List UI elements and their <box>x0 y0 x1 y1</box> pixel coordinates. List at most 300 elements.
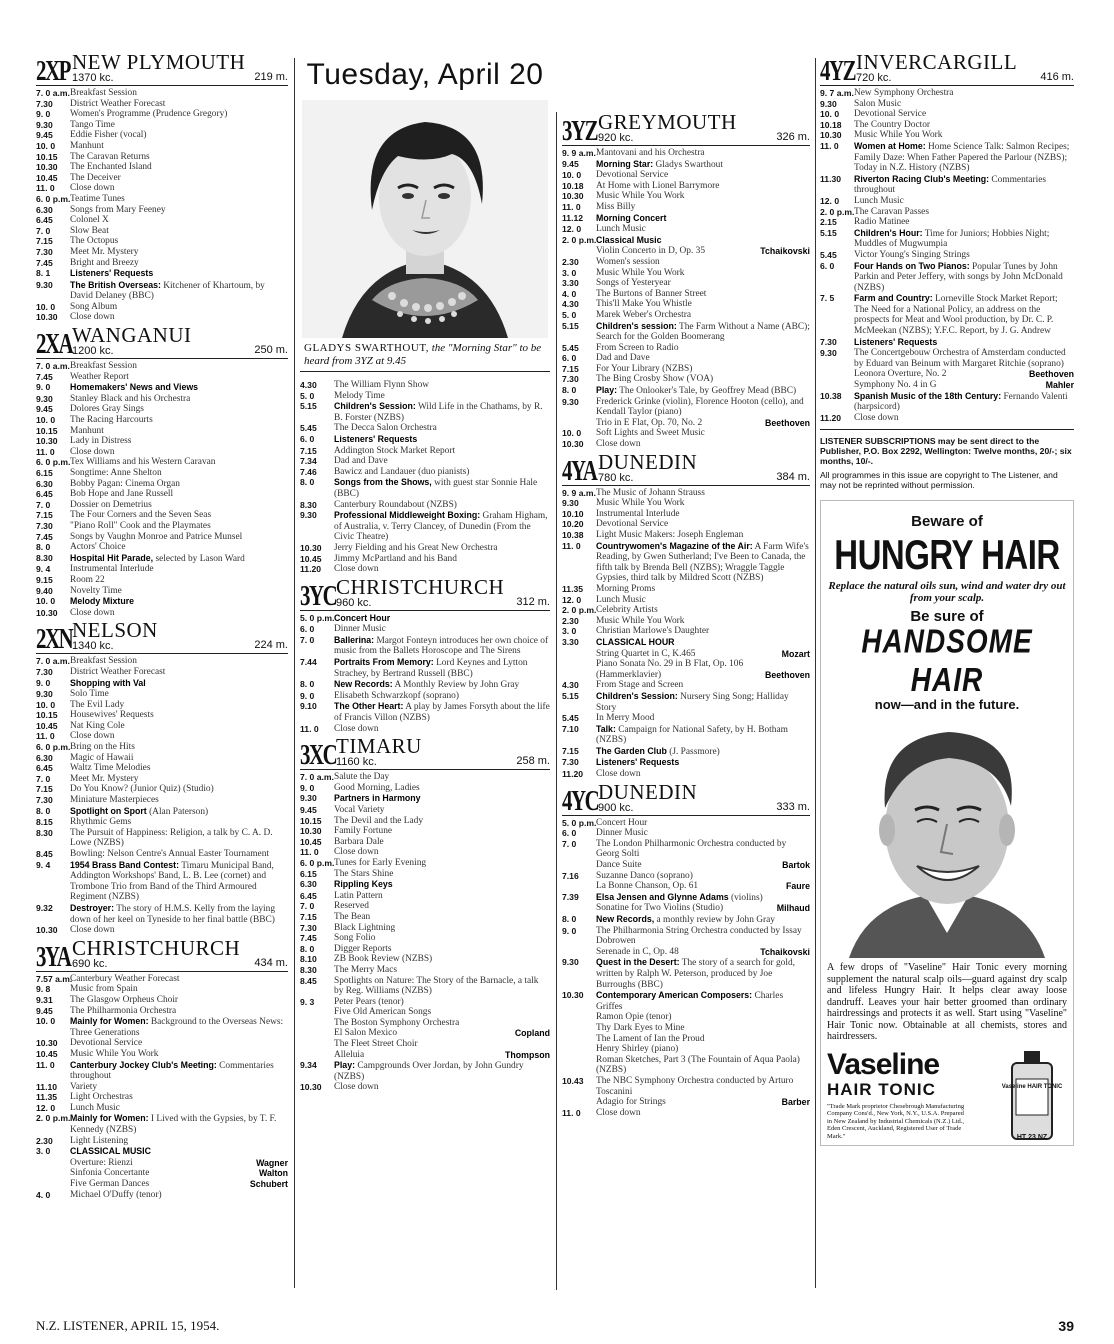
program-highlight: CLASSICAL MUSIC <box>70 1146 151 1157</box>
program-title: Thy Dark Eyes to Mine <box>596 1022 685 1033</box>
program-time: 7.15 <box>300 445 317 456</box>
program-title: Close down <box>596 1107 641 1118</box>
program-list <box>36 656 288 935</box>
program-list <box>562 818 810 1119</box>
program-time: 12. 0 <box>562 594 582 605</box>
program-time: 9.32 <box>36 902 53 913</box>
program-title: Destroyer: The story of H.M.S. Kelly from the laying down of her keel on Tyneside to her final battle (BBC) <box>70 902 276 925</box>
program-title: The Concertgebouw Orchestra of Amsterdam conducted by Eduard van Beinum with Margaret Ritchie (soprano) <box>854 348 1066 369</box>
program-title: Music While You Work <box>854 130 943 141</box>
program-title: Close down <box>334 564 379 575</box>
tonic-bottle-icon <box>1004 1049 1060 1141</box>
program-title: Close down <box>854 412 899 423</box>
program-title: Eddie Fisher (vocal) <box>70 130 147 141</box>
program-time: 7.45 <box>36 257 53 268</box>
program-title: Soft Lights and Sweet Music <box>596 428 705 439</box>
notice-copyright: All programmes in this issue are copyright to The Listener, and may not be reprinted without permission. <box>820 470 1058 491</box>
program-time: 7. 0 <box>300 901 315 912</box>
program-title: Leonora Overture, No. 2 Beethoven <box>854 369 1074 380</box>
program-time: 7.30 <box>36 795 53 806</box>
program-title: Frederick Grinke (violin), Florence Hooton (cello), and Kendall Taylor (piano) <box>596 396 804 418</box>
column-rule <box>815 58 816 1288</box>
program-title: The Caravan Passes <box>854 206 929 217</box>
program-time: 7. 0 a.m. <box>300 772 334 783</box>
program-title: Dinner Music <box>596 828 648 839</box>
program-title: Bright and Breezy <box>70 257 139 268</box>
program-list <box>300 772 550 1093</box>
program-time: 9.45 <box>300 805 317 815</box>
program-highlight: Children's Session: <box>334 401 416 412</box>
program-time: 5.45 <box>820 249 837 260</box>
program-title: The Caravan Returns <box>70 151 150 162</box>
ad-hair-tonic: HAIR TONIC <box>827 1079 936 1099</box>
program-title <box>70 268 288 280</box>
station-wavelength: 312 m. <box>516 595 550 608</box>
program-time: 9.30 <box>36 119 53 130</box>
program-time: 6.30 <box>36 204 53 215</box>
program-time: 9.30 <box>36 393 53 404</box>
column-2-listings <box>300 380 550 1093</box>
station-frequency: 920 kc. <box>598 132 634 144</box>
program-title: Miss Billy <box>596 201 636 212</box>
program-time: 7.30 <box>300 922 317 933</box>
program-title: Dad and Dave <box>334 456 388 467</box>
program-time: 11. 0 <box>36 183 55 194</box>
program-time: 9.30 <box>562 396 579 407</box>
program-title: The Enchanted Island <box>70 162 152 173</box>
vaseline-advertisement <box>820 500 1074 1146</box>
program-time: 8.30 <box>36 827 53 838</box>
program-time: 10.15 <box>36 425 58 436</box>
program-title: Tex Williams and his Western Caravan <box>70 457 216 468</box>
program-time: 9.10 <box>300 701 317 712</box>
program-highlight: Destroyer: <box>70 902 115 913</box>
program-title: Five Old American Songs <box>334 1007 432 1018</box>
program-title: Digger Reports <box>334 943 392 954</box>
program-time: 6. 0 <box>300 433 315 444</box>
caption-text: the "Morning Star" to be heard from 3YZ at 9.45 <box>304 342 542 367</box>
program-title: Play: Campgrounds Over Jordan, by John Gundry (NZBS) <box>334 1060 524 1082</box>
program-time <box>300 1039 334 1050</box>
program-title: Music While You Work <box>596 191 685 202</box>
program-highlight: Ballerina: <box>334 634 375 645</box>
program-title: The Evil Lady <box>70 699 125 710</box>
program-time: 9.45 <box>36 130 53 141</box>
station-call-sign: 3YZ <box>562 115 598 147</box>
program-highlight: Partners in Harmony <box>334 793 421 804</box>
program-time: 6. 0 <box>562 828 577 839</box>
program-time: 4.30 <box>562 299 579 310</box>
program-title: Barbara Dale <box>334 836 384 847</box>
program-title: Close down <box>70 446 115 457</box>
program-highlight: Children's Session: <box>596 690 678 701</box>
program-title: Celebrity Artists <box>596 605 658 616</box>
program-title: The William Flynn Show <box>334 380 430 390</box>
program-title: Good Morning, Ladies <box>334 782 420 793</box>
program-time: 9. 0 <box>36 677 51 688</box>
program-highlight: Spanish Music of the 18th Century: <box>854 390 1002 401</box>
program-time: 10.15 <box>36 710 58 721</box>
station-block <box>300 736 550 1093</box>
program-title <box>70 596 288 608</box>
program-title: Rhythmic Gems <box>70 817 132 828</box>
program-title: Children's Session: Wild Life in the Chathams, by R. B. Forster (NZBS) <box>334 401 543 423</box>
program-time: 8.15 <box>36 817 53 828</box>
station-call-sign: 3XC <box>300 739 337 772</box>
program-time: 10.30 <box>36 312 58 323</box>
notice-subscriptions: LISTENER SUBSCRIPTIONS may be sent direct to the Publisher, P.O. Box 2292, Wellington: Twelve months, 20/-; six months, 10/-. <box>820 436 1072 467</box>
program-time: 7. 0 <box>36 773 51 784</box>
program-time: 11. 0 <box>820 140 839 151</box>
photo-caption <box>300 338 550 372</box>
page-footer <box>36 1318 1074 1334</box>
program-title: Songs from Mary Feeney <box>70 204 166 215</box>
station-name: GREYMOUTH <box>598 110 737 134</box>
program-title: Meet Mr. Mystery <box>70 773 139 784</box>
program-time: 8.30 <box>300 964 317 975</box>
program-title: Radio Matinee <box>854 217 910 228</box>
program-title: Close down <box>334 1082 379 1093</box>
composer: Tchaikovski <box>760 946 810 957</box>
station-name: CHRISTCHURCH <box>336 574 505 599</box>
program-highlight: Play: <box>334 1060 356 1071</box>
program-title: Magic of Hawaii <box>70 752 134 763</box>
program-title: Quest in the Desert: The story of a search for gold, written by Ralph W. Peterson, produced by Joe Burroughs (BBC) <box>596 957 796 990</box>
program-title: Close down <box>70 183 115 194</box>
station-frequency: 1340 kc. <box>72 640 114 653</box>
station-name: CHRISTCHURCH <box>72 935 241 960</box>
program-title: Instrumental Interlude <box>596 508 680 519</box>
program-highlight: Countrywomen's Magazine of the Air: <box>596 540 753 551</box>
station-name-group <box>72 620 158 652</box>
program-title: La Bonne Chanson, Op. 61 Faure <box>596 881 810 892</box>
program-title: Children's Hour: Time for Juniors; Hobbies Night; Muddles of Mugwumpia <box>854 227 1050 250</box>
program-title: Adagio for Strings Barber <box>596 1097 810 1108</box>
program-title: Salute the Day <box>334 772 390 783</box>
program-time: 10.38 <box>562 530 584 540</box>
program-time: 10. 0 <box>820 109 840 120</box>
program-title: Bring on the Hits <box>70 742 135 753</box>
program-title: Trio in E Flat, Op. 70, No. 2 Beethoven <box>596 417 810 428</box>
program-title: Suzanne Danco (soprano) <box>596 870 693 881</box>
program-time: 9.15 <box>36 574 53 585</box>
program-time: 3.30 <box>562 278 579 289</box>
program-title: Bawicz and Landauer (duo pianists) <box>334 466 470 477</box>
program-highlight: Classical Music <box>596 234 662 245</box>
program-time: 6.15 <box>36 468 53 478</box>
program-time: 8.30 <box>36 552 53 563</box>
program-time: 7.45 <box>36 531 53 542</box>
program-time: 6. 0 p.m. <box>300 857 335 868</box>
program-title <box>334 793 550 805</box>
station-name: DUNEDIN <box>598 449 698 474</box>
program-title: Devotional Service <box>596 519 669 530</box>
program-title: Bob Hope and Jane Russell <box>70 489 174 500</box>
program-time: 9. 4 <box>36 859 51 870</box>
program-title: Music While You Work <box>596 498 685 509</box>
program-title: Countrywomen's Magazine of the Air: A Farm Wife's Reading, by Gwen Sutherland; I've Been to Canada, the fifth talk by Brenda Bell (NZBS); Wraggle Taggle Gypsies, third talk by Mildred Scott (NZBS) <box>596 540 809 584</box>
ad-code: HT 23 NZ <box>1016 1133 1048 1141</box>
program-title: The Decca Salon Orchestra <box>334 423 437 434</box>
program-title: Slow Beat <box>70 225 109 236</box>
program-title: Close down <box>70 731 115 742</box>
program-title: Dolores Gray Sings <box>70 404 144 415</box>
ad-be-sure: Be sure of <box>910 608 984 626</box>
program-time <box>562 659 596 680</box>
program-time: 7.30 <box>562 374 579 385</box>
program-time: 9.45 <box>36 404 53 415</box>
program-title: Talk: Campaign for National Safety, by H. Botham (NZBS) <box>596 723 788 746</box>
composer: Wagner <box>256 1157 288 1168</box>
program-time: 10. 0 <box>36 301 56 312</box>
program-time: 7.15 <box>36 510 53 521</box>
station-block <box>36 620 288 935</box>
program-title: The Lament of Ian the Proud <box>596 1033 705 1044</box>
program-time: 10.30 <box>36 162 58 173</box>
program-highlight: Listeners' Requests <box>854 336 938 347</box>
program-title: Lunch Music <box>70 1102 120 1113</box>
program-time: 7.15 <box>562 745 579 756</box>
station-header <box>300 574 550 612</box>
program-time: 11. 0 <box>562 1107 581 1118</box>
program-time: 11.20 <box>300 564 322 575</box>
composer: Copland <box>514 1028 550 1039</box>
program-time: 9.30 <box>300 793 317 804</box>
program-time: 2. 0 p.m. <box>562 234 597 245</box>
program-time: 7.30 <box>36 98 53 109</box>
program-time <box>562 1055 596 1076</box>
program-title: Tunes for Early Evening <box>334 857 427 868</box>
program-time: 7.34 <box>300 456 317 467</box>
program-time: 11. 0 <box>562 201 581 212</box>
program-time: 9.30 <box>562 498 579 509</box>
program-title: New Symphony Orchestra <box>854 88 954 98</box>
program-title <box>70 1146 288 1158</box>
station-call-sign: 4YA <box>562 454 597 487</box>
program-time: 5.45 <box>562 713 579 724</box>
program-title: Overture: Rienzi Wagner <box>70 1157 288 1168</box>
program-title: Music While You Work <box>596 267 685 278</box>
program-time: 6. 0 <box>562 353 577 364</box>
program-time: 10.43 <box>562 1075 584 1086</box>
composer: Beethoven <box>1029 369 1074 380</box>
program-highlight: Spotlight on Sport <box>70 805 147 816</box>
program-time: 8. 0 <box>36 542 51 553</box>
station-header <box>562 779 810 817</box>
station-name-group <box>598 449 698 484</box>
program-title: Waltz Time Melodies <box>70 763 151 774</box>
program-time: 11.10 <box>36 1081 58 1092</box>
program-highlight: Hospital Hit Parade, <box>70 552 154 563</box>
program-title: Serenade in C, Op. 48 Tchaikovski <box>596 946 810 957</box>
program-list <box>36 361 288 618</box>
column-4 <box>820 52 1074 1146</box>
program-time: 11.12 <box>562 212 584 223</box>
program-time: 11.20 <box>562 769 584 780</box>
program-time: 5.45 <box>300 423 317 434</box>
program-title: The Stars Shine <box>334 868 394 879</box>
program-highlight: Morning Star: <box>596 158 654 169</box>
station-name: NELSON <box>72 618 158 643</box>
program-list <box>300 613 550 735</box>
station-wavelength: 224 m. <box>254 639 288 652</box>
program-time: 5. 0 <box>562 309 577 320</box>
program-title: Canterbury Jockey Club's Meeting: Commentaries throughout <box>70 1059 274 1082</box>
program-title: Lunch Music <box>596 594 646 605</box>
program-time: 2.30 <box>562 256 579 267</box>
program-time: 9.30 <box>820 348 837 359</box>
program-time <box>36 1158 70 1169</box>
column-2 <box>300 48 550 1095</box>
program-title: Song Album <box>70 301 118 312</box>
ad-now: now—and in the future. <box>874 697 1020 713</box>
program-title: District Weather Forecast <box>70 98 166 109</box>
station-block <box>820 52 1074 423</box>
program-title: Close down <box>334 723 379 734</box>
program-time: 6.45 <box>300 890 317 901</box>
program-title: In Merry Mood <box>596 713 655 724</box>
station-call-sign: 2XA <box>36 328 73 361</box>
station-wavelength: 219 m. <box>254 71 288 83</box>
program-title: String Quartet in C, K.465 Mozart <box>596 648 810 659</box>
program-title: Housewives' Requests <box>70 710 154 721</box>
program-highlight: Riverton Racing Club's Meeting: <box>854 173 990 184</box>
program-title: Women's session <box>596 256 660 267</box>
subscription-notice <box>820 429 1074 490</box>
program-time <box>562 903 596 914</box>
program-title: Ramon Opie (tenor) <box>596 1012 672 1023</box>
program-title: Solo Time <box>70 689 109 700</box>
program-time: 6.45 <box>36 489 53 500</box>
column-1 <box>36 52 288 1202</box>
station-header <box>820 52 1074 86</box>
program-time: 10.15 <box>36 151 58 162</box>
program-time: 10. 0 <box>562 170 582 181</box>
program-title: Dinner Music <box>334 624 386 635</box>
program-time: 10.30 <box>300 826 322 837</box>
program-highlight: The Garden Club <box>596 745 667 756</box>
program-title: The Merry Macs <box>334 964 397 975</box>
program-title: The Philharmonia String Orchestra conducted by Issay Dobrowen <box>596 925 802 947</box>
program-time <box>36 1168 70 1179</box>
program-title: The Bean <box>334 911 371 922</box>
program-time: 11. 0 <box>562 540 581 551</box>
program-time: 6.30 <box>36 752 53 763</box>
station-block <box>562 112 810 450</box>
program-time: 10. 0 <box>36 140 56 151</box>
program-time <box>562 881 596 892</box>
program-title: Songtime: Anne Shelton <box>70 468 162 478</box>
program-time: 9. 0 <box>300 690 315 701</box>
station-frequency: 900 kc. <box>598 801 634 814</box>
station-wavelength: 258 m. <box>516 755 550 768</box>
program-title: Symphony No. 4 in G Mahler <box>854 380 1074 391</box>
program-highlight: Women at Home: <box>854 140 926 151</box>
program-time <box>562 1097 596 1108</box>
program-time: 2. 0 p.m. <box>820 206 855 217</box>
composer: Bartok <box>782 860 810 871</box>
program-title: Morning Proms <box>596 583 656 594</box>
station-name: TIMARU <box>336 734 422 759</box>
station-frequency: 690 kc. <box>72 957 108 970</box>
program-highlight: Contemporary American Composers: <box>596 990 753 1001</box>
program-title: Close down <box>596 769 641 780</box>
program-highlight: Morning Concert <box>596 212 667 223</box>
column-rule <box>294 58 295 1288</box>
station-block <box>36 325 288 618</box>
program-time: 12. 0 <box>820 195 840 206</box>
program-title: The Garden Club (J. Passmore) <box>596 745 720 757</box>
ad-replace: Replace the natural oils sun, wind and water dry out from your scalp. <box>828 580 1066 605</box>
program-time <box>562 947 596 958</box>
program-title: New Records: A Monthly Review by John Gray <box>334 679 520 691</box>
program-title: New Records, a monthly review by John Gray <box>596 914 775 925</box>
program-time: 6.15 <box>300 868 317 879</box>
program-time: 12. 0 <box>36 1102 56 1113</box>
program-title: The Burtons of Banner Street <box>596 288 707 299</box>
station-wavelength: 326 m. <box>776 131 810 143</box>
program-title: From Stage and Screen <box>596 680 684 691</box>
program-title: Children's session: The Farm Without a Name (ABC); Search for the Golden Boomerang <box>596 320 810 343</box>
program-time: 9.30 <box>300 510 317 521</box>
program-title: The Four Corners and the Seven Seas <box>70 510 212 521</box>
station-name-group <box>598 112 737 144</box>
program-title: Room 22 <box>70 574 105 585</box>
ad-beware: Beware of <box>911 513 983 531</box>
program-time <box>562 1044 596 1055</box>
station-header <box>36 52 288 86</box>
program-highlight: Quest in the Desert: <box>596 957 680 968</box>
station-block <box>36 935 288 1200</box>
program-title: Close down <box>596 439 641 450</box>
program-time: 5.15 <box>562 690 579 701</box>
program-title: Five German Dances Schubert <box>70 1179 288 1190</box>
program-title: Addington Stock Market Report <box>334 445 456 456</box>
station-header <box>300 736 550 770</box>
footer-publication: N.Z. LISTENER, APRIL 15, 1954. <box>36 1318 220 1333</box>
program-time: 10.45 <box>36 1048 58 1059</box>
station-header <box>562 449 810 487</box>
station-header <box>562 112 810 146</box>
program-title: Stanley Black and his Orchestra <box>70 393 191 404</box>
program-time: 5. 0 <box>300 390 315 401</box>
program-time: 4.30 <box>562 680 579 691</box>
program-time: 3. 0 <box>562 267 577 278</box>
program-time: 7.30 <box>36 666 53 677</box>
program-title: Victor Young's Singing Strings <box>854 249 970 260</box>
program-time: 6. 0 <box>300 624 315 635</box>
column-4-listings <box>820 52 1074 423</box>
program-list <box>562 488 810 780</box>
program-time: 10.18 <box>562 180 584 191</box>
program-time: 2.30 <box>562 615 579 626</box>
program-title: Hospital Hit Parade, selected by Lason Ward <box>70 552 245 564</box>
ad-handsome-hair: HANDSOME HAIR <box>861 623 1033 699</box>
program-list <box>562 148 810 450</box>
program-time: 8.45 <box>300 975 317 986</box>
program-time: 7. 0 a.m. <box>36 656 70 667</box>
program-time: 7.30 <box>36 520 53 531</box>
composer: Mozart <box>781 648 810 659</box>
photo-gladys-swarthout <box>302 100 548 338</box>
program-time: 8. 0 <box>562 385 577 396</box>
program-title: Bobby Pagan: Cinema Organ <box>70 478 180 489</box>
program-title: Roman Sketches, Part 3 (The Fountain of Aqua Paola) (NZBS) <box>596 1054 800 1076</box>
program-time: 11.30 <box>820 173 842 184</box>
program-time: 9. 0 <box>36 109 51 120</box>
program-time: 8. 0 <box>300 943 315 954</box>
composer: Mahler <box>1045 380 1074 391</box>
